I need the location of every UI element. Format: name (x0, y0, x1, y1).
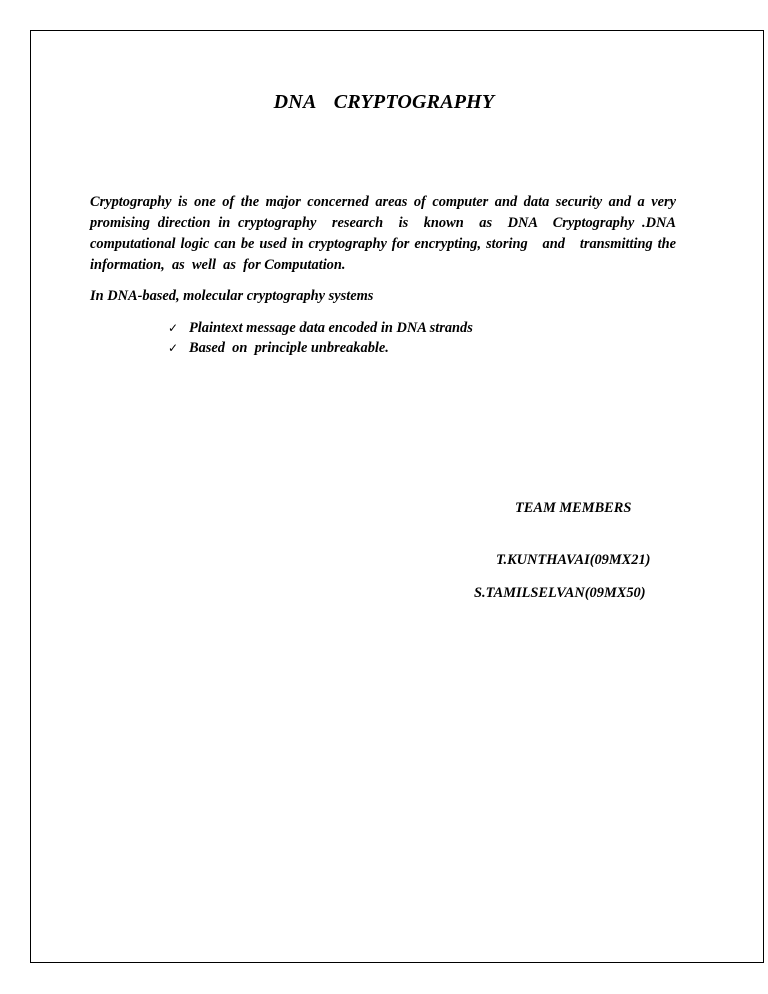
bullet-list (168, 318, 473, 358)
intro-line: In DNA-based, molecular cryptography systems (90, 288, 374, 304)
bullet-text: Plaintext message data encoded in DNA strands (189, 320, 473, 336)
bullet-item (168, 338, 473, 358)
team-members-heading: TEAM MEMBERS (515, 500, 632, 516)
bullet-text: Based on principle unbreakable. (189, 340, 389, 356)
team-member-name: S.TAMILSELVAN(09MX50) (474, 585, 646, 601)
check-icon: ✓ (168, 321, 179, 335)
team-member-name: T.KUNTHAVAI(09MX21) (496, 552, 651, 568)
document-title: DNA CRYPTOGRAPHY (273, 91, 495, 113)
check-icon: ✓ (168, 341, 179, 355)
abstract-paragraph: Cryptography is one of the major concerned areas of computer and data security and a very promising direction in cryptography research is known as DNA Cryptography .DNA computational logic can be used in cryptography for encrypting, storing and transmitting the information, as well as for Computation. (90, 194, 684, 273)
bullet-item (168, 318, 473, 338)
page-border (30, 30, 764, 963)
